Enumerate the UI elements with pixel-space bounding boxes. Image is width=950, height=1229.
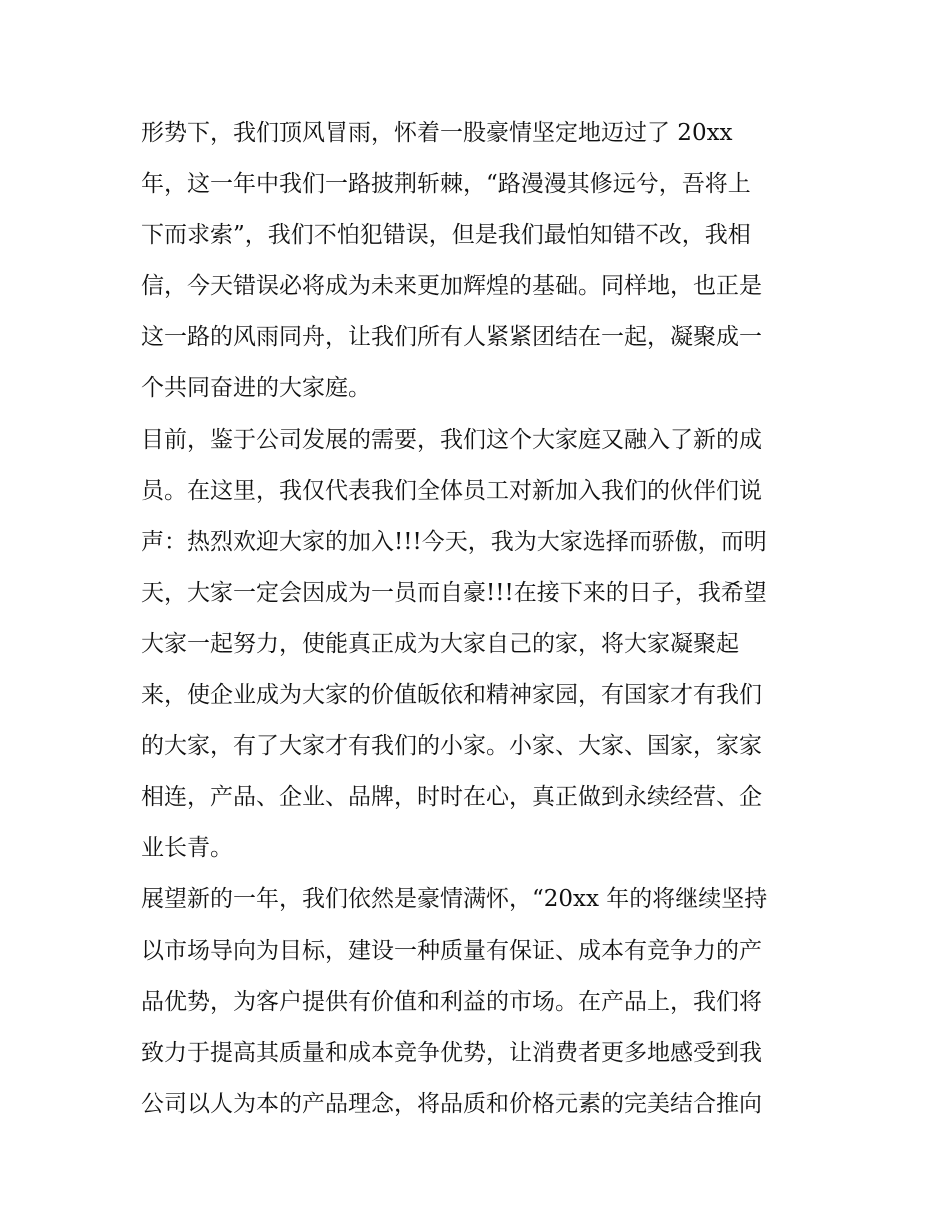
paragraph-line: 公司以人为本的产品理念，将品质和价格元素的完美结合推向 [141, 1090, 762, 1117]
paragraph-line: 相连，产品、企业、品牌，时时在心，真正做到永续经营、企 [141, 784, 762, 811]
paragraph-line: 这一路的风雨同舟，让我们所有人紧紧团结在一起，凝聚成一 [141, 324, 762, 351]
paragraph-line: 的大家，有了大家才有我们的小家。小家、大家、国家，家家 [141, 733, 762, 760]
paragraph-line: 展望新的一年，我们依然是豪情满怀，“20xx 年的将继续坚持 [141, 886, 768, 913]
paragraph-line: 致力于提高其质量和成本竞争优势，让消费者更多地感受到我 [141, 1039, 762, 1066]
paragraph-line: 形势下，我们顶风冒雨，怀着一股豪情坚定地迈过了 20xx [141, 120, 733, 146]
paragraph-1 [141, 108, 813, 415]
paragraph-line: 下而求索”，我们不怕犯错误，但是我们最怕知错不改，我相 [141, 222, 751, 249]
paragraph-line: 员。在这里，我仅代表我们全体员工对新加入我们的伙伴们说 [141, 477, 762, 504]
paragraph-line: 个共同奋进的大家庭。 [141, 375, 371, 402]
paragraph-line: 信，今天错误必将成为未来更加辉煌的基础。同样地，也正是 [141, 273, 762, 300]
paragraph-3 [141, 874, 813, 1129]
paragraph-line: 天，大家一定会因成为一员而自豪!!!在接下来的日子，我希望 [141, 579, 767, 606]
paragraph-line: 来，使企业成为大家的价值皈依和精神家园，有国家才有我们 [141, 682, 762, 709]
paragraph-2 [141, 415, 813, 875]
paragraph-line: 业长青。 [141, 835, 233, 862]
paragraph-line: 声：热烈欢迎大家的加入!!!今天，我为大家选择而骄傲，而明 [141, 528, 767, 555]
paragraph-line: 以市场导向为目标，建设一种质量有保证、成本有竞争力的产 [141, 937, 762, 964]
paragraph-line: 年，这一年中我们一路披荆斩棘，“路漫漫其修远兮，吾将上 [141, 171, 751, 198]
paragraph-line: 品优势，为客户提供有价值和利益的市场。在产品上，我们将 [141, 988, 762, 1015]
document-body [141, 108, 813, 1130]
paragraph-line: 目前，鉴于公司发展的需要，我们这个大家庭又融入了新的成 [141, 426, 762, 453]
paragraph-line: 大家一起努力，使能真正成为大家自己的家，将大家凝聚起 [141, 630, 739, 657]
